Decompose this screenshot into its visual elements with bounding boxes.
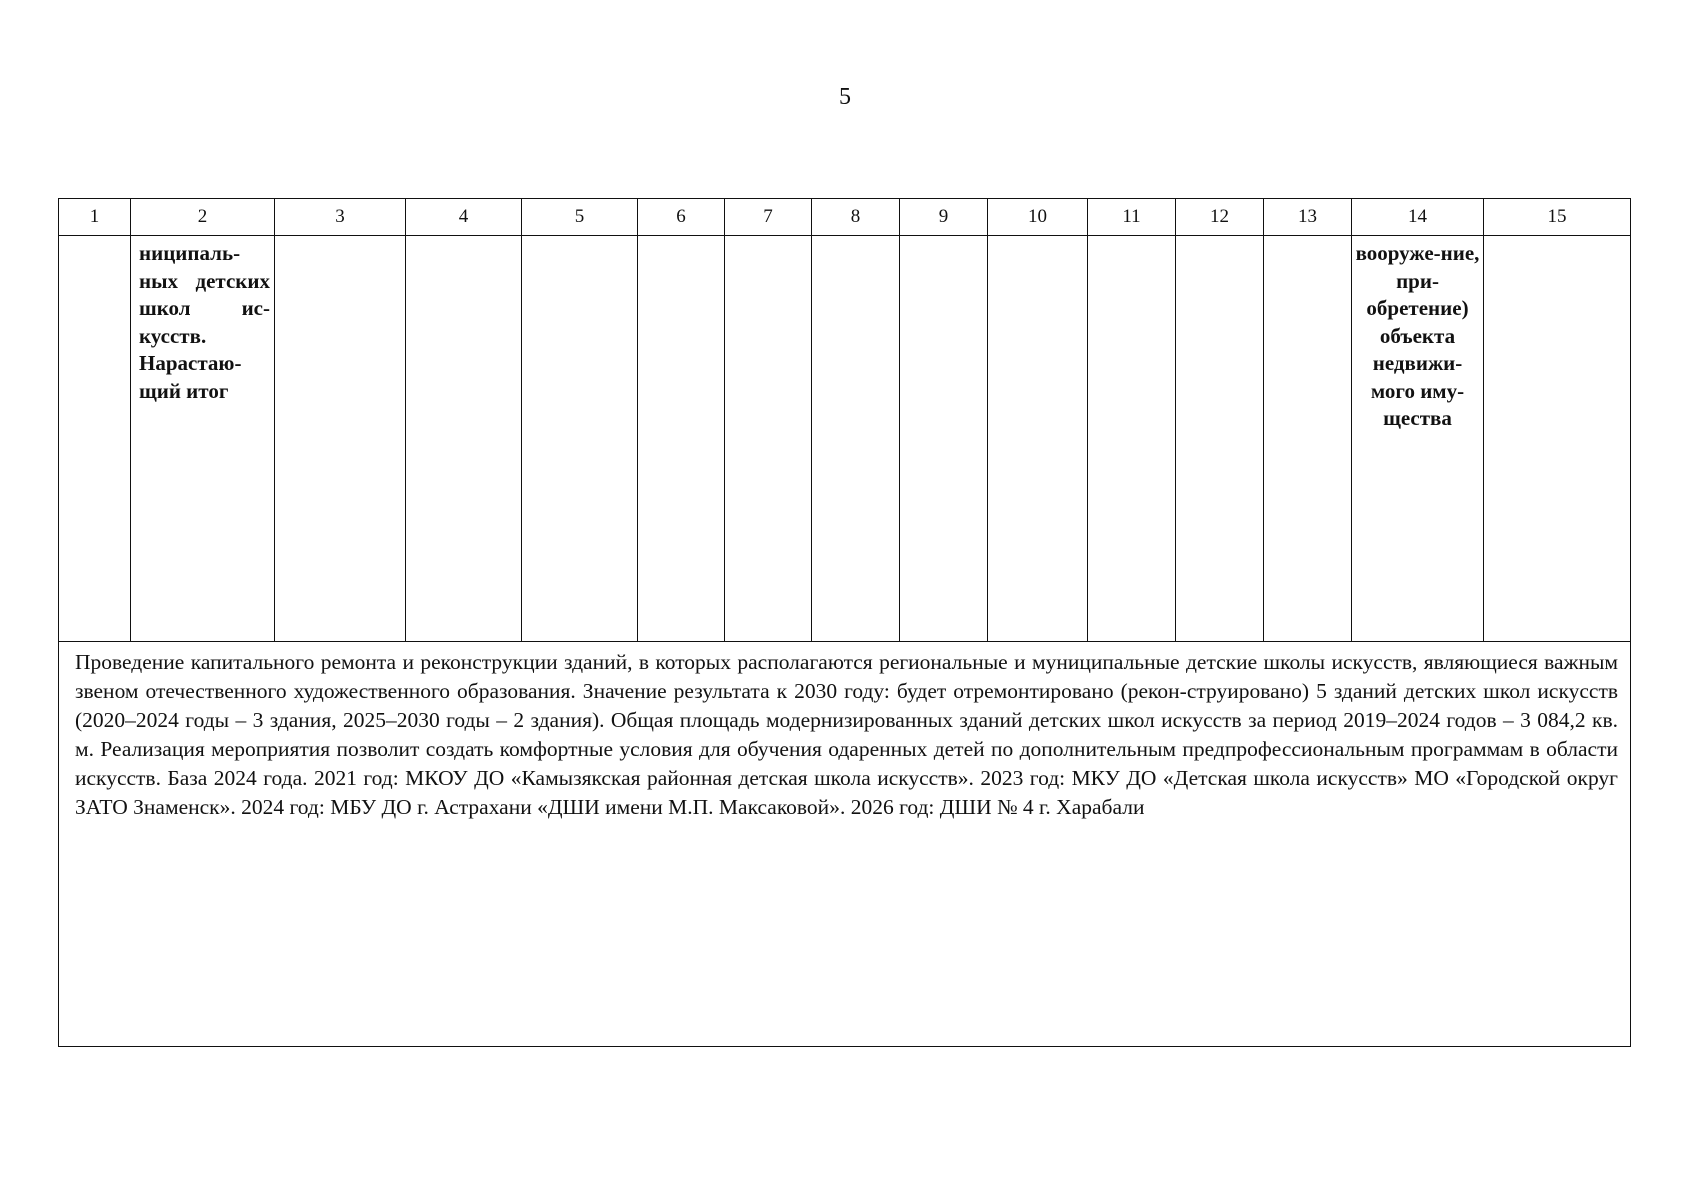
column-header: 12: [1176, 199, 1264, 236]
table-cell: [131, 236, 275, 642]
header-row: [59, 199, 1631, 236]
description-cell: [59, 642, 1631, 1047]
table-cell: [1264, 236, 1352, 642]
column-header: 10: [988, 199, 1088, 236]
table-cell: [1484, 236, 1631, 642]
table-cell: [988, 236, 1088, 642]
table-row: [59, 236, 1631, 642]
table-cell: [59, 236, 131, 642]
column-header: 8: [812, 199, 900, 236]
column-header: 2: [131, 199, 275, 236]
column-header: 14: [1352, 199, 1484, 236]
data-table: [58, 198, 1631, 1047]
table-cell: [522, 236, 638, 642]
object-type-text: вооруже-ние, при-обретение) объекта недвижи-мого иму-щества: [1355, 241, 1480, 430]
column-header: 3: [275, 199, 406, 236]
table-cell: [275, 236, 406, 642]
column-header: 1: [59, 199, 131, 236]
table-cell: [1088, 236, 1176, 642]
description-row: [59, 642, 1631, 1047]
table-cell: [725, 236, 812, 642]
table-cell: [638, 236, 725, 642]
table-cell: [1176, 236, 1264, 642]
column-header: 4: [406, 199, 522, 236]
table-cell: [1352, 236, 1484, 642]
column-header: 7: [725, 199, 812, 236]
column-header: 15: [1484, 199, 1631, 236]
column-header: 11: [1088, 199, 1176, 236]
indicator-name-line: ных детских школ ис-кусств.: [139, 268, 270, 348]
table-cell: [900, 236, 988, 642]
page-number: 5: [839, 84, 851, 110]
indicator-name-text: [131, 236, 274, 405]
column-header: 6: [638, 199, 725, 236]
table-cell: [406, 236, 522, 642]
column-header: 5: [522, 199, 638, 236]
indicator-name-line: Нарастаю-щий итог: [139, 351, 242, 403]
column-header: 9: [900, 199, 988, 236]
table-cell: [812, 236, 900, 642]
description-text: Проведение капитального ремонта и реконструкции зданий, в которых располагаются региональные и муниципальные детские школы искусств, являющиеся важным звеном отечественного художественного образования. Значение результата к 2030 году: будет отремонтировано (рекон-струировано) 5 зданий детских школ искусств (2020–2024 годы – 3 здания, 2025–2030 годы – 2 здания). Общая площадь модернизированных зданий детских школ искусств за период 2019–2024 годов – 3 084,2 кв. м. Реализация мероприятия позволит создать комфортные условия для обучения одаренных детей по дополнительным предпрофессиональным программам в области искусств. База 2024 года. 2021 год: МКОУ ДО «Камызякская районная детская школа искусств». 2023 год: МКУ ДО «Детская школа искусств» МО «Городской округ ЗАТО Знаменск». 2024 год: МБУ ДО г. Астрахани «ДШИ имени М.П. Максаковой». 2026 год: ДШИ № 4 г. Харабали: [75, 650, 1618, 819]
column-header: 13: [1264, 199, 1352, 236]
indicator-name-line: ниципаль-: [139, 241, 241, 265]
